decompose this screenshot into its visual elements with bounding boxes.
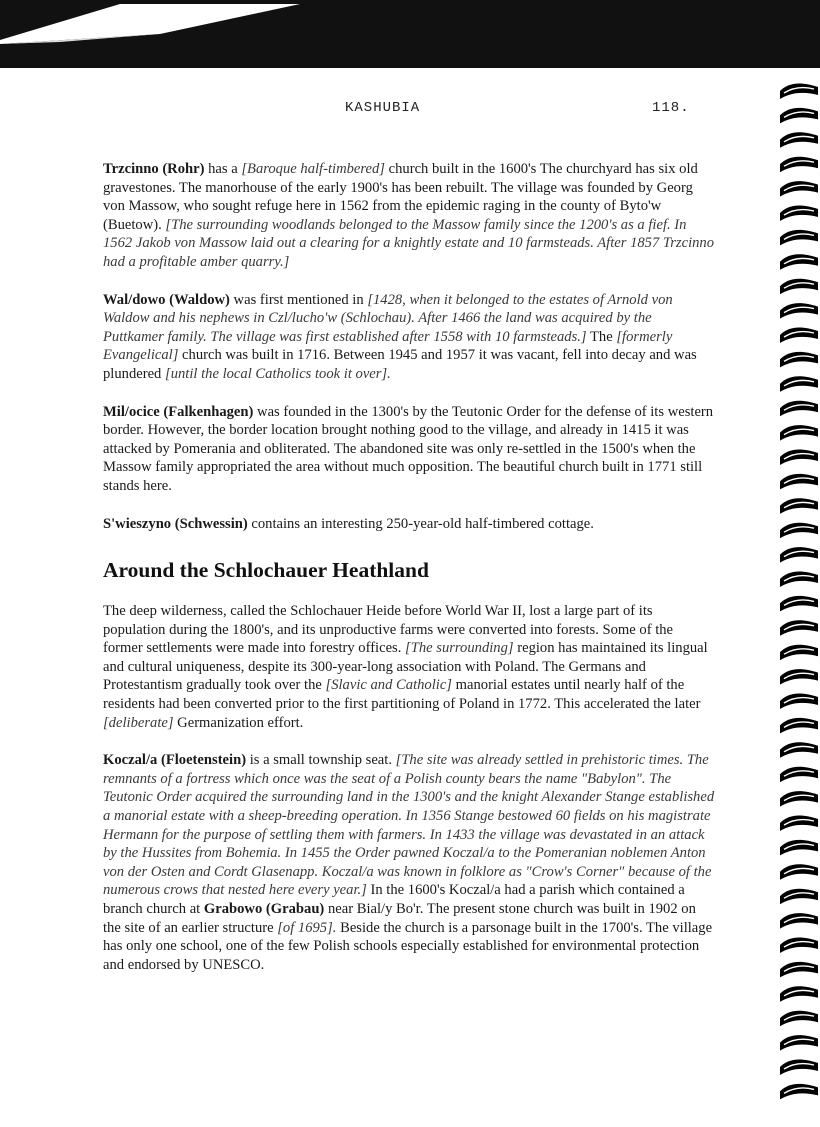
binding-ring [780,547,818,562]
binding-ring [780,742,818,757]
binding-ring [780,645,818,660]
body-text: Beside the church is a parsonage built in the 1700's. The village has only one school, one of the few Polish schools especially established for environmental protection and endorsed by UNESCO. [103,919,713,973]
binding-ring [780,84,818,99]
body-text: church was built in 1716. Between 1945 and 1957 it was vacant, fell into decay and was plundered [103,347,697,382]
body-text: Germanization effort. [173,714,304,731]
body-text: was first mentioned in [229,291,368,308]
entry-waldowo [103,291,715,384]
entry-trzcinno [103,160,715,272]
binding-ring [780,840,818,855]
binding-ring [780,376,818,391]
place-name: Mil/ocice (Falkenhagen) [103,403,254,420]
page-header [100,100,720,126]
body-text: has a [204,161,242,177]
binding-ring [780,498,818,513]
bracketed-text: [The site was already settled in prehistoric times. The remnants of a fortress which once was the seat of a Polish county bears the name "Babylon". The Teutonic Order acquired the surrounding land in the 1300's and the knight Alexander Stange established a manorial estate with a sheep-breeding operation. In 1356 Stange bestowed 60 fields on his magistrate Hermann for the purpose of settling them with farmers. In 1433 the village was devastated in an attack by the Hussites from Bohemia. In 1455 the Order pawned Koczal/a to the Pomeranian noblemen Anton von der Osten and Cordt Glasenapp. Koczal/a was known in folklore as "Crow's Corner" because of the numerous crows that nested here every year.] [103,752,715,899]
binding-ring [780,596,818,611]
binding-ring [780,1035,818,1050]
bracketed-text: [deliberate] [103,714,174,731]
body-text: contains an interesting 250-year-old half-timbered cottage. [247,515,594,532]
place-name: Trzcinno (Rohr) [103,161,205,177]
place-name: Grabowo (Grabau) [203,901,325,917]
bracketed-text: [Slavic and Catholic] [325,677,452,694]
binding-ring [780,791,818,806]
binding-ring [780,889,818,904]
binding-ring [780,864,818,879]
binding-ring [780,523,818,538]
binding-ring [780,254,818,269]
binding-ring [780,401,818,416]
entry-milocice [103,403,715,496]
binding-ring [780,694,818,709]
binding-ring [780,816,818,831]
binding-ring [780,718,818,733]
binding-ring [780,279,818,294]
body-text: The [586,328,617,345]
binding-ring [780,938,818,953]
binding-ring [780,767,818,782]
bracketed-text: [until the local Catholics took it over]. [165,365,391,382]
bracketed-text: [1428, when it belonged to the estates of Arnold von Waldow and his nephews in Czl/lucho'w (Schlochau). After 1466 the land was acquired by the Puttkamer family. The village was first established after 1558 with 10 farmsteads.] [103,291,673,345]
bracketed-text: [Baroque half-timbered] [241,161,385,177]
place-name: Wal/dowo (Waldow) [103,291,230,308]
binding-ring [780,1084,818,1099]
page-number: 118. [652,100,690,116]
binding-ring [780,328,818,343]
page-content [103,160,715,974]
spiral-binding [778,75,820,1127]
binding-ring [780,669,818,684]
binding-ring [780,157,818,172]
bracketed-text: [formerly Evangelical] [103,328,673,364]
place-name: S'wieszyno (Schwessin) [103,515,248,532]
binding-ring [780,230,818,245]
heathland-entries [103,602,715,974]
body-text: region has maintained its lingual and cultural uniqueness, despite its 300-year-long association with Poland. The Germans and Protestantism gradually took over the [103,640,708,694]
binding-ring [780,108,818,123]
binding-ring [780,572,818,587]
binding-ring [780,132,818,147]
binding-ring [780,474,818,489]
entry-koczala [103,751,715,974]
bracketed-text: [of 1695]. [277,919,337,936]
binding-ring [780,620,818,635]
binding-ring [780,986,818,1001]
entry-swieszyno [103,515,715,534]
bracketed-text: [The surrounding woodlands belonged to the Massow family since the 1200's as a fief. In 1562 Jakob von Massow laid out a clearing for a knightly estate and 10 farmsteads. After 1857 Trzcinno had a profitable amber quarry.] [103,216,715,270]
body-text: manorial estates until nearly half of the residents had been converted prior to the first partitioning of Poland in 1772. This accelerated the later [103,677,701,713]
binding-ring [780,303,818,318]
body-text: The deep wilderness, called the Schlochauer Heide before World War II, lost a large part of its population during the 1800's, and its unproductive farms were converted into forests. Some of the former settlements were made into forestry offices. [103,603,674,657]
body-text: near Bial/y Bo'r. The present stone church was built in 1902 on the site of an earlier structure [103,901,696,936]
binding-ring [780,425,818,440]
running-title: KASHUBIA [345,100,421,116]
binding-ring [780,206,818,221]
scan-light-streak [0,0,820,68]
village-entries [103,160,715,533]
body-text: was founded in the 1300's by the Teutonic Order for the defense of its western border. However, the border location brought nothing good to the village, and already in 1415 it was attacked by Pomerania and obliterated. The abandoned site was only re-settled in the 1500's when the Massow family appropriated the area without much opposition. The beautiful church built in 1771 still stands here. [103,403,714,494]
binding-ring [780,1011,818,1026]
entry-heathland-intro [103,602,715,732]
section-heading: Around the Schlochauer Heathland [103,558,429,583]
binding-ring [780,352,818,367]
body-text: is a small township seat. [246,752,396,769]
body-text: church built in the 1600's The churchyard has six old gravestones. The manorhouse of the early 1900's has been rebuilt. The village was founded by Georg von Massow, who sought refuge here in 1562 from the epidemic raging in the county of Byto'w (Buetow). [103,161,698,233]
body-text: In the 1600's Koczal/a had a parish which contained a branch church at [103,882,685,917]
binding-ring [780,450,818,465]
scan-dark-band [0,0,820,68]
bracketed-text: [The surrounding] [405,640,514,657]
place-name: Koczal/a (Floetenstein) [103,752,247,769]
binding-ring [780,962,818,977]
binding-ring [780,913,818,928]
binding-ring [780,1060,818,1075]
binding-ring [780,181,818,196]
